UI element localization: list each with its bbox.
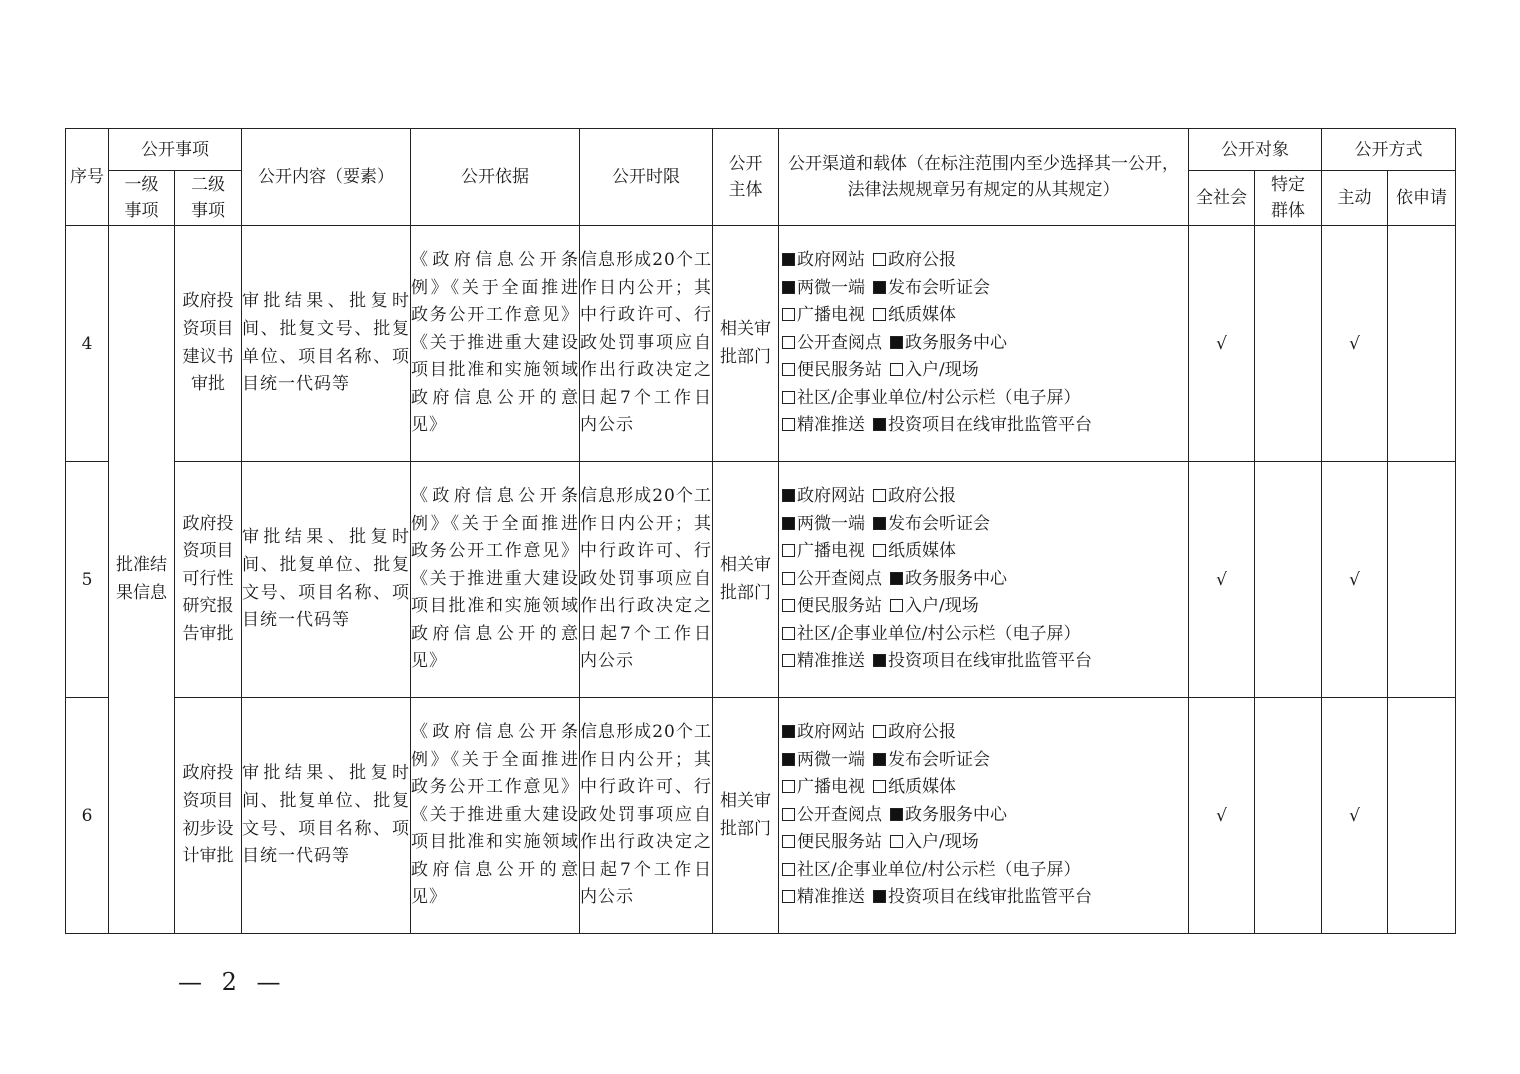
header-active: 主动 <box>1322 171 1388 226</box>
unchecked-box-icon <box>890 835 903 848</box>
channel-label: 精准推送 <box>797 651 865 672</box>
channel-option <box>873 538 956 566</box>
channel-line <box>782 774 1188 802</box>
channel-option <box>873 774 956 802</box>
checked-box-icon <box>782 753 795 766</box>
row-level2: 政府投资项目建议书审批 <box>175 226 242 462</box>
channel-option <box>782 538 865 566</box>
row-level2: 政府投资项目可行性研究报告审批 <box>175 462 242 698</box>
channel-label: 政务服务中心 <box>905 568 1007 589</box>
channel-label: 政府网站 <box>797 249 865 270</box>
channel-label: 政府公报 <box>888 485 956 506</box>
row-channels <box>779 462 1189 698</box>
row-content: 审批结果、批复时间、批复文号、批复单位、项目名称、项目统一代码等 <box>242 226 411 462</box>
header-content: 公开内容（要素） <box>242 129 411 226</box>
channel-option <box>782 302 865 330</box>
channel-option <box>782 802 882 830</box>
channel-option <box>890 593 979 621</box>
channel-label: 纸质媒体 <box>888 777 956 798</box>
header-level1: 一级事项 <box>109 171 175 226</box>
checked-box-icon <box>873 418 886 431</box>
header-all-society: 全社会 <box>1189 171 1255 226</box>
row-subject: 相关审批部门 <box>713 226 779 462</box>
row-level2: 政府投资项目初步设计审批 <box>175 698 242 934</box>
channel-line <box>782 302 1188 330</box>
channel-label: 投资项目在线审批监管平台 <box>888 415 1092 436</box>
unchecked-box-icon <box>873 489 886 502</box>
row-content: 审批结果、批复时间、批复单位、批复文号、项目名称、项目统一代码等 <box>242 462 411 698</box>
channel-option <box>873 511 990 539</box>
unchecked-box-icon <box>873 780 886 793</box>
channel-line <box>782 511 1188 539</box>
unchecked-box-icon <box>782 418 795 431</box>
checked-box-icon <box>890 336 903 349</box>
channel-label: 精准推送 <box>797 415 865 436</box>
checked-box-icon <box>890 808 903 821</box>
channel-label: 政务服务中心 <box>905 332 1007 353</box>
channel-line <box>782 719 1188 747</box>
row-all-society: √ <box>1189 462 1255 698</box>
unchecked-box-icon <box>782 780 795 793</box>
channel-label: 政务服务中心 <box>905 804 1007 825</box>
row-time-limit: 信息形成20个工作日内公开；其中行政许可、行政处罚事项应自作出行政决定之日起7个工作日内公示 <box>580 462 713 698</box>
channel-option <box>890 330 1007 358</box>
row-content: 审批结果、批复时间、批复单位、批复文号、项目名称、项目统一代码等 <box>242 698 411 934</box>
channel-line <box>782 747 1188 775</box>
checked-box-icon <box>782 517 795 530</box>
unchecked-box-icon <box>782 863 795 876</box>
channel-label: 两微一端 <box>797 749 865 770</box>
channel-option <box>782 412 865 440</box>
channel-label: 便民服务站 <box>797 360 882 381</box>
row-channels <box>779 226 1189 462</box>
checked-box-icon <box>873 281 886 294</box>
row-active: √ <box>1322 462 1388 698</box>
checked-box-icon <box>782 489 795 502</box>
channel-option <box>782 857 1080 885</box>
table-row <box>66 698 1456 934</box>
channel-label: 公开查阅点 <box>797 332 882 353</box>
channel-option <box>782 829 882 857</box>
channel-option <box>782 247 865 275</box>
channel-option <box>782 385 1080 413</box>
header-level2: 二级事项 <box>175 171 242 226</box>
channel-option <box>873 483 956 511</box>
row-specific-group <box>1255 226 1322 462</box>
header-on-request: 依申请 <box>1388 171 1456 226</box>
channel-label: 发布会听证会 <box>888 513 990 534</box>
unchecked-box-icon <box>873 725 886 738</box>
channel-option <box>890 829 979 857</box>
channel-label: 两微一端 <box>797 277 865 298</box>
channel-line <box>782 483 1188 511</box>
channel-label: 纸质媒体 <box>888 541 956 562</box>
table-row <box>66 226 1456 462</box>
unchecked-box-icon <box>873 544 886 557</box>
unchecked-box-icon <box>782 336 795 349</box>
header-seq: 序号 <box>66 129 109 226</box>
channel-label: 广播电视 <box>797 777 865 798</box>
disclosure-table <box>65 128 1456 934</box>
channel-option <box>782 774 865 802</box>
row-basis: 《政府信息公开条例》《关于全面推进政务公开工作意见》《关于推进重大建设项目批准和实施领域政府信息公开的意见》 <box>411 462 580 698</box>
unchecked-box-icon <box>782 599 795 612</box>
channel-line <box>782 857 1188 885</box>
row-on-request <box>1388 698 1456 934</box>
channel-label: 广播电视 <box>797 305 865 326</box>
channel-label: 发布会听证会 <box>888 749 990 770</box>
row-seq: 4 <box>66 226 109 462</box>
row-all-society: √ <box>1189 226 1255 462</box>
channel-option <box>890 802 1007 830</box>
row-specific-group <box>1255 698 1322 934</box>
channel-option <box>873 302 956 330</box>
row-subject: 相关审批部门 <box>713 462 779 698</box>
row-active: √ <box>1322 698 1388 934</box>
channel-label: 入户/现场 <box>905 360 979 381</box>
row-time-limit: 信息形成20个工作日内公开；其中行政许可、行政处罚事项应自作出行政决定之日起7个工作日内公示 <box>580 698 713 934</box>
channel-option <box>873 747 990 775</box>
channel-label: 投资项目在线审批监管平台 <box>888 651 1092 672</box>
row-basis: 《政府信息公开条例》《关于全面推进政务公开工作意见》《关于推进重大建设项目批准和实施领域政府信息公开的意见》 <box>411 698 580 934</box>
channel-label: 政府网站 <box>797 721 865 742</box>
channel-label: 政府网站 <box>797 485 865 506</box>
checked-box-icon <box>873 517 886 530</box>
channel-option <box>782 719 865 747</box>
channel-option <box>782 483 865 511</box>
row-time-limit: 信息形成20个工作日内公开；其中行政许可、行政处罚事项应自作出行政决定之日起7个工作日内公示 <box>580 226 713 462</box>
channel-label: 政府公报 <box>888 249 956 270</box>
row-on-request <box>1388 462 1456 698</box>
channel-label: 社区/企事业单位/村公示栏（电子屏） <box>797 859 1081 880</box>
channel-label: 便民服务站 <box>797 596 882 617</box>
unchecked-box-icon <box>890 363 903 376</box>
unchecked-box-icon <box>782 627 795 640</box>
channel-label: 纸质媒体 <box>888 305 956 326</box>
channel-line <box>782 802 1188 830</box>
channel-label: 公开查阅点 <box>797 568 882 589</box>
channel-option <box>782 621 1080 649</box>
unchecked-box-icon <box>782 654 795 667</box>
channel-line <box>782 247 1188 275</box>
row-active: √ <box>1322 226 1388 462</box>
checked-box-icon <box>782 281 795 294</box>
unchecked-box-icon <box>890 599 903 612</box>
row-seq: 6 <box>66 698 109 934</box>
row-specific-group <box>1255 462 1322 698</box>
checked-box-icon <box>873 753 886 766</box>
channel-line <box>782 566 1188 594</box>
channel-label: 投资项目在线审批监管平台 <box>888 887 1092 908</box>
unchecked-box-icon <box>782 572 795 585</box>
row-basis: 《政府信息公开条例》《关于全面推进政务公开工作意见》《关于推进重大建设项目批准和实施领域政府信息公开的意见》 <box>411 226 580 462</box>
header-time-limit: 公开时限 <box>580 129 713 226</box>
channel-label: 精准推送 <box>797 887 865 908</box>
channel-option <box>890 357 979 385</box>
page-number: — 2 — <box>178 968 287 996</box>
channel-label: 发布会听证会 <box>888 277 990 298</box>
channel-line <box>782 275 1188 303</box>
unchecked-box-icon <box>782 308 795 321</box>
channel-option <box>782 330 882 358</box>
channel-option <box>782 357 882 385</box>
channel-option <box>873 247 956 275</box>
channel-option <box>873 648 1092 676</box>
unchecked-box-icon <box>782 391 795 404</box>
channel-label: 社区/企事业单位/村公示栏（电子屏） <box>797 387 1081 408</box>
channel-label: 入户/现场 <box>905 596 979 617</box>
unchecked-box-icon <box>782 890 795 903</box>
unchecked-box-icon <box>782 808 795 821</box>
row-seq: 5 <box>66 462 109 698</box>
header-method: 公开方式 <box>1322 129 1456 171</box>
channel-label: 政府公报 <box>888 721 956 742</box>
channel-line <box>782 538 1188 566</box>
unchecked-box-icon <box>873 308 886 321</box>
channel-label: 两微一端 <box>797 513 865 534</box>
channel-option <box>782 747 865 775</box>
channel-label: 入户/现场 <box>905 832 979 853</box>
channel-option <box>782 275 865 303</box>
checked-box-icon <box>782 725 795 738</box>
row-all-society: √ <box>1189 698 1255 934</box>
level1-item: 批准结果信息 <box>109 226 175 934</box>
header-items: 公开事项 <box>109 129 242 171</box>
unchecked-box-icon <box>873 253 886 266</box>
header-audience: 公开对象 <box>1189 129 1322 171</box>
channel-option <box>782 648 865 676</box>
channel-line <box>782 593 1188 621</box>
header-channels: 公开渠道和载体（在标注范围内至少选择其一公开，法律法规规章另有规定的从其规定） <box>779 129 1189 226</box>
channel-line <box>782 829 1188 857</box>
channel-option <box>782 884 865 912</box>
channel-option <box>873 412 1092 440</box>
checked-box-icon <box>873 654 886 667</box>
unchecked-box-icon <box>782 835 795 848</box>
channel-option <box>782 566 882 594</box>
row-subject: 相关审批部门 <box>713 698 779 934</box>
row-channels <box>779 698 1189 934</box>
channel-option <box>873 884 1092 912</box>
channel-line <box>782 357 1188 385</box>
channel-option <box>873 719 956 747</box>
channel-label: 公开查阅点 <box>797 804 882 825</box>
checked-box-icon <box>873 890 886 903</box>
checked-box-icon <box>890 572 903 585</box>
channel-label: 广播电视 <box>797 541 865 562</box>
channel-option <box>873 275 990 303</box>
header-specific-group: 特定群体 <box>1255 171 1322 226</box>
channel-line <box>782 330 1188 358</box>
checked-box-icon <box>782 253 795 266</box>
unchecked-box-icon <box>782 544 795 557</box>
channel-line <box>782 385 1188 413</box>
channel-label: 便民服务站 <box>797 832 882 853</box>
channel-option <box>782 593 882 621</box>
channel-label: 社区/企事业单位/村公示栏（电子屏） <box>797 623 1081 644</box>
channel-option <box>890 566 1007 594</box>
header-subject: 公开主体 <box>713 129 779 226</box>
table-row <box>66 462 1456 698</box>
channel-line <box>782 884 1188 912</box>
channel-option <box>782 511 865 539</box>
channel-line <box>782 621 1188 649</box>
header-basis: 公开依据 <box>411 129 580 226</box>
channel-line <box>782 648 1188 676</box>
row-on-request <box>1388 226 1456 462</box>
unchecked-box-icon <box>782 363 795 376</box>
channel-line <box>782 412 1188 440</box>
